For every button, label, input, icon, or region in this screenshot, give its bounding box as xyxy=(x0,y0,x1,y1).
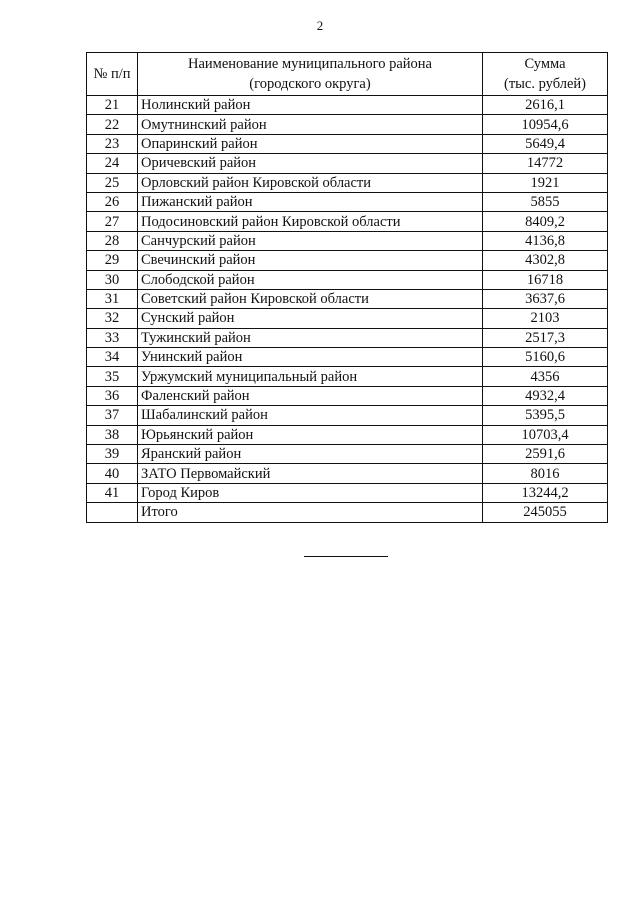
row-sum: 5395,5 xyxy=(483,406,608,425)
row-district-name: Унинский район xyxy=(138,348,483,367)
page-number: 2 xyxy=(316,18,324,33)
table-row xyxy=(87,173,608,192)
total-row xyxy=(87,503,608,522)
row-district-name: Сунский район xyxy=(138,309,483,328)
row-district-name: Омутнинский район xyxy=(138,115,483,134)
row-district-name: Фаленский район xyxy=(138,386,483,405)
row-number: 30 xyxy=(87,270,138,289)
header-sum xyxy=(483,53,608,96)
table-row xyxy=(87,154,608,173)
row-sum: 10954,6 xyxy=(483,115,608,134)
total-label: Итого xyxy=(138,503,483,522)
row-district-name: Опаринский район xyxy=(138,134,483,153)
row-district-name: Санчурский район xyxy=(138,231,483,250)
row-number: 36 xyxy=(87,386,138,405)
table-body xyxy=(87,96,608,523)
row-number: 22 xyxy=(87,115,138,134)
table-row xyxy=(87,192,608,211)
row-sum: 2103 xyxy=(483,309,608,328)
row-sum: 4302,8 xyxy=(483,251,608,270)
table-row xyxy=(87,367,608,386)
row-number: 37 xyxy=(87,406,138,425)
row-number: 26 xyxy=(87,192,138,211)
table-row xyxy=(87,483,608,502)
row-sum: 4136,8 xyxy=(483,231,608,250)
row-number: 21 xyxy=(87,96,138,115)
row-district-name: Пижанский район xyxy=(138,192,483,211)
table-row xyxy=(87,328,608,347)
row-sum: 2517,3 xyxy=(483,328,608,347)
row-sum: 8016 xyxy=(483,464,608,483)
table-row xyxy=(87,425,608,444)
row-number: 29 xyxy=(87,251,138,270)
row-sum: 13244,2 xyxy=(483,483,608,502)
table-row xyxy=(87,115,608,134)
row-sum: 14772 xyxy=(483,154,608,173)
row-sum: 4356 xyxy=(483,367,608,386)
row-number: 33 xyxy=(87,328,138,347)
row-district-name: Подосиновский район Кировской области xyxy=(138,212,483,231)
table-row xyxy=(87,406,608,425)
row-district-name: Советский район Кировской области xyxy=(138,289,483,308)
row-district-name: Свечинский район xyxy=(138,251,483,270)
row-number: 27 xyxy=(87,212,138,231)
table-row xyxy=(87,386,608,405)
row-number: 35 xyxy=(87,367,138,386)
row-number: 32 xyxy=(87,309,138,328)
header-sum-line1: Сумма xyxy=(524,56,566,72)
table-row xyxy=(87,445,608,464)
row-number: 34 xyxy=(87,348,138,367)
row-sum: 5855 xyxy=(483,192,608,211)
row-district-name: Город Киров xyxy=(138,483,483,502)
row-sum: 1921 xyxy=(483,173,608,192)
row-district-name: Шабалинский район xyxy=(138,406,483,425)
row-sum: 5649,4 xyxy=(483,134,608,153)
row-district-name: ЗАТО Первомайский xyxy=(138,464,483,483)
row-sum: 8409,2 xyxy=(483,212,608,231)
header-name-line2: (городского округа) xyxy=(249,76,371,92)
row-district-name: Юрьянский район xyxy=(138,425,483,444)
table-row xyxy=(87,96,608,115)
end-of-document-rule xyxy=(304,556,388,557)
table-row xyxy=(87,348,608,367)
row-number: 23 xyxy=(87,134,138,153)
row-sum: 16718 xyxy=(483,270,608,289)
table-row xyxy=(87,212,608,231)
header-number-label: № п/п xyxy=(93,66,131,82)
row-number: 38 xyxy=(87,425,138,444)
row-sum: 3637,6 xyxy=(483,289,608,308)
header-name xyxy=(138,53,483,96)
row-number: 39 xyxy=(87,445,138,464)
table-row xyxy=(87,309,608,328)
row-district-name: Уржумский муниципальный район xyxy=(138,367,483,386)
row-number: 31 xyxy=(87,289,138,308)
row-number: 41 xyxy=(87,483,138,502)
row-number: 25 xyxy=(87,173,138,192)
table-row xyxy=(87,251,608,270)
row-number: 24 xyxy=(87,154,138,173)
header-number xyxy=(87,53,138,96)
table-row xyxy=(87,134,608,153)
table-row xyxy=(87,289,608,308)
row-district-name: Слободской район xyxy=(138,270,483,289)
row-sum: 10703,4 xyxy=(483,425,608,444)
row-district-name: Тужинский район xyxy=(138,328,483,347)
row-sum: 4932,4 xyxy=(483,386,608,405)
row-number: 40 xyxy=(87,464,138,483)
table-row xyxy=(87,231,608,250)
row-district-name: Орловский район Кировской области xyxy=(138,173,483,192)
table-row xyxy=(87,270,608,289)
header-name-line1: Наименование муниципального района xyxy=(188,56,432,72)
row-district-name: Яранский район xyxy=(138,445,483,464)
table-header-row xyxy=(87,53,608,96)
row-district-name: Нолинский район xyxy=(138,96,483,115)
total-sum: 245055 xyxy=(483,503,608,522)
row-sum: 5160,6 xyxy=(483,348,608,367)
header-sum-line2: (тыс. рублей) xyxy=(504,76,586,92)
row-sum: 2591,6 xyxy=(483,445,608,464)
districts-table xyxy=(86,52,608,523)
table-row xyxy=(87,464,608,483)
row-number: 28 xyxy=(87,231,138,250)
total-number xyxy=(87,503,138,522)
row-sum: 2616,1 xyxy=(483,96,608,115)
row-district-name: Оричевский район xyxy=(138,154,483,173)
